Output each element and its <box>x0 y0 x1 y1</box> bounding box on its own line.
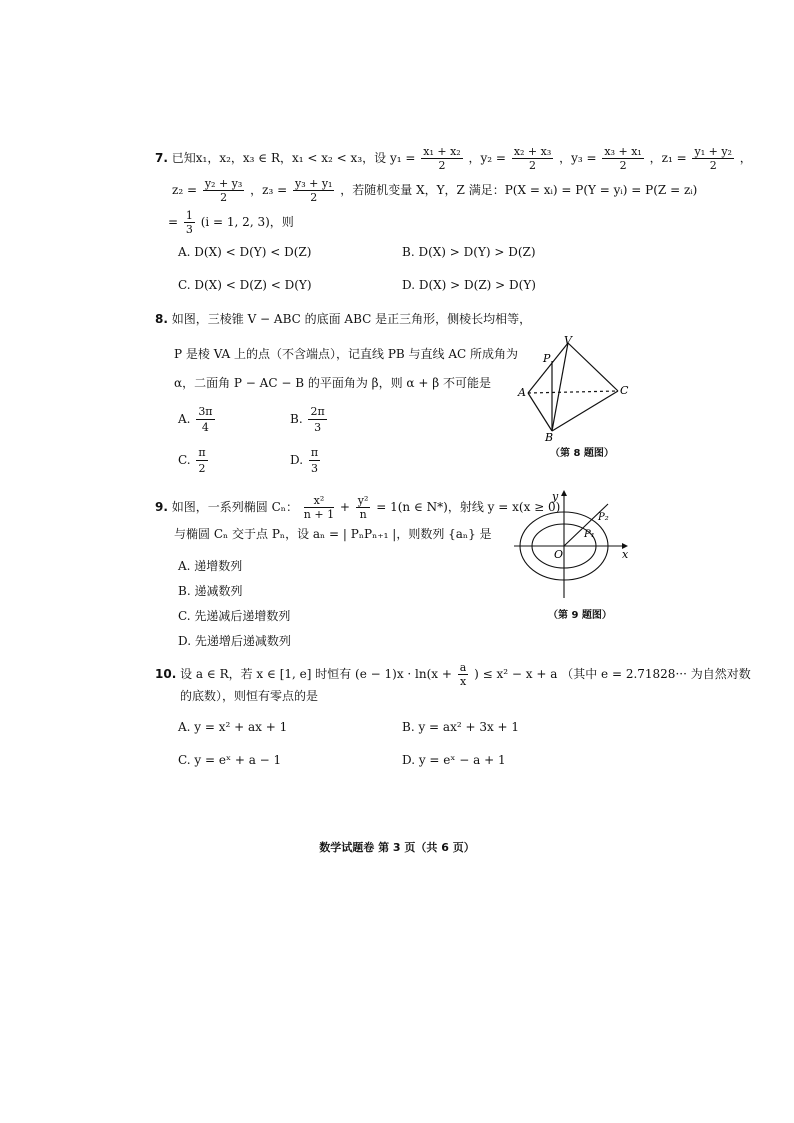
label-p1: P₁ <box>584 529 595 540</box>
q10-option-d: D. y = eˣ − a + 1 <box>402 753 506 767</box>
q7-text: z₂ = <box>172 183 198 197</box>
q8-option-c: C. $\frac{\pi}{2}$ <box>178 446 206 475</box>
q7-option-c: C. D(X) < D(Z) < D(Y) <box>178 278 312 292</box>
q7-text: 已知x₁，x₂，x₃ ∈ R，x₁ < x₂ < x₃，设 y₁ = <box>171 151 416 165</box>
q10-option-a: A. y = x² + ax + 1 <box>178 720 288 734</box>
edge-va <box>528 343 568 393</box>
q7-text: = <box>168 215 179 229</box>
q8-pyramid-figure <box>510 335 640 445</box>
q9-text: = 1(n ∈ N*)，射线 y = x(x ≥ 0) <box>376 500 561 514</box>
edge-vb <box>552 343 568 431</box>
label-o: O <box>554 548 564 561</box>
q9-line-1 <box>155 495 560 520</box>
q7-text: ，y₂ = <box>468 151 506 165</box>
q9-number: 9. <box>155 500 168 514</box>
q7-fraction-y1: $\frac{\text{x₁ + x₂}}{2}$ <box>423 145 461 172</box>
q8-number: 8. <box>155 312 168 326</box>
q7-text: ，z₁ = <box>649 151 687 165</box>
q9-option-b: B. 递减数列 <box>178 584 243 598</box>
q7-line-1 <box>155 146 752 171</box>
q9-fraction-y: $\frac{\text{y²}}{n}$ <box>357 494 369 521</box>
q7-fraction-z3: $\frac{\text{y₃ + y₁}}{2}$ <box>294 177 333 204</box>
q10-option-c: C. y = eˣ + a − 1 <box>178 753 282 767</box>
q9-text: 如图，一系列椭圆 Cₙ： <box>171 500 298 514</box>
q8-line-3: α，二面角 P − AC − B 的平面角为 β，则 α + β 不可能是 <box>174 376 491 390</box>
q9-line-2: 与椭圆 Cₙ 交于点 Pₙ，设 aₙ = | PₙPₙ₊₁ |，则数列 {aₙ} 是 <box>174 527 492 541</box>
q7-fraction-z1: $\frac{\text{y₁ + y₂}}{2}$ <box>694 145 732 172</box>
q8-option-b: B. $\frac{2\pi}{3}$ <box>290 405 325 434</box>
edge-vc <box>568 343 618 391</box>
label-a: A <box>518 386 526 399</box>
q9-figure-caption: （第 9 题图） <box>548 610 612 621</box>
label-c: C <box>620 384 629 397</box>
q8-line-1 <box>155 313 531 325</box>
q10-line-2: 的底数），则恒有零点的是 <box>180 689 319 703</box>
q8-figure-caption: （第 8 题图） <box>550 448 614 459</box>
q7-fraction-z2: $\frac{\text{y₂ + y₃}}{2}$ <box>204 177 243 204</box>
q10-text: 设 a ∈ R，若 x ∈ [1, e] 时恒有 (e − 1)x · ln(x + <box>180 667 452 681</box>
q10-text: ) ≤ x² − x + a （其中 e = 2.71828··· 为自然对数 <box>474 667 751 681</box>
q8-option-a: A. $\frac{3\pi}{4}$ <box>178 405 213 434</box>
label-p: P <box>543 352 551 365</box>
edge-bc <box>552 391 618 431</box>
q9-fraction-x: $\frac{\text{x²}}{n + 1}$ <box>303 494 335 521</box>
q7-option-d: D. D(X) > D(Z) > D(Y) <box>402 278 536 292</box>
page-footer: 数学试题卷 第 3 页（共 6 页） <box>319 841 475 854</box>
q7-option-a: A. D(X) < D(Y) < D(Z) <box>178 245 312 259</box>
q7-line-2 <box>172 178 697 203</box>
q7-text: ，z₃ = <box>250 183 288 197</box>
q7-fraction-y2: $\frac{\text{x₂ + x₃}}{2}$ <box>513 145 552 172</box>
q7-text: ， <box>739 151 752 165</box>
q10-fraction: $\frac{a}{x}$ <box>459 661 467 688</box>
q8-text: 如图，三棱锥 V − ABC 的底面 ABC 是正三角形，侧棱长均相等， <box>171 312 532 326</box>
q9-option-c: C. 先递减后递增数列 <box>178 609 291 623</box>
q7-number: 7. <box>155 151 168 165</box>
q10-line-1 <box>155 662 751 687</box>
q10-number: 10. <box>155 667 177 681</box>
label-v: V <box>564 335 572 347</box>
q7-option-b: B. D(X) > D(Y) > D(Z) <box>402 245 536 259</box>
y-axis-arrow <box>561 490 567 496</box>
q9-text: + <box>339 500 350 514</box>
q7-text: ，y₃ = <box>559 151 597 165</box>
q9-option-a: A. 递增数列 <box>178 559 243 573</box>
q7-line-3 <box>168 210 294 235</box>
edge-ac-hidden <box>528 391 618 393</box>
q7-text: (i = 1, 2, 3)，则 <box>200 215 294 229</box>
label-p2: P₂ <box>598 512 609 523</box>
q7-text: ，若随机变量 X，Y，Z 满足：P(X = xᵢ) = P(Y = yᵢ) = P(Z = zᵢ) <box>340 183 698 197</box>
q9-ellipse-figure <box>510 488 635 603</box>
label-x: x <box>622 548 629 561</box>
label-b: B <box>545 431 554 444</box>
q9-option-d: D. 先递增后递减数列 <box>178 634 291 648</box>
label-y: y <box>552 490 559 503</box>
edge-ab <box>528 393 552 431</box>
q8-line-2: P 是棱 VA 上的点（不含端点），记直线 PB 与直线 AC 所成角为 <box>174 347 519 361</box>
q8-option-d: D. $\frac{\pi}{3}$ <box>290 446 319 475</box>
q7-fraction-y3: $\frac{\text{x₃ + x₁}}{2}$ <box>604 145 642 172</box>
q10-option-b: B. y = ax² + 3x + 1 <box>402 720 520 734</box>
q7-fraction-third: $\frac{1}{3}$ <box>185 209 193 236</box>
